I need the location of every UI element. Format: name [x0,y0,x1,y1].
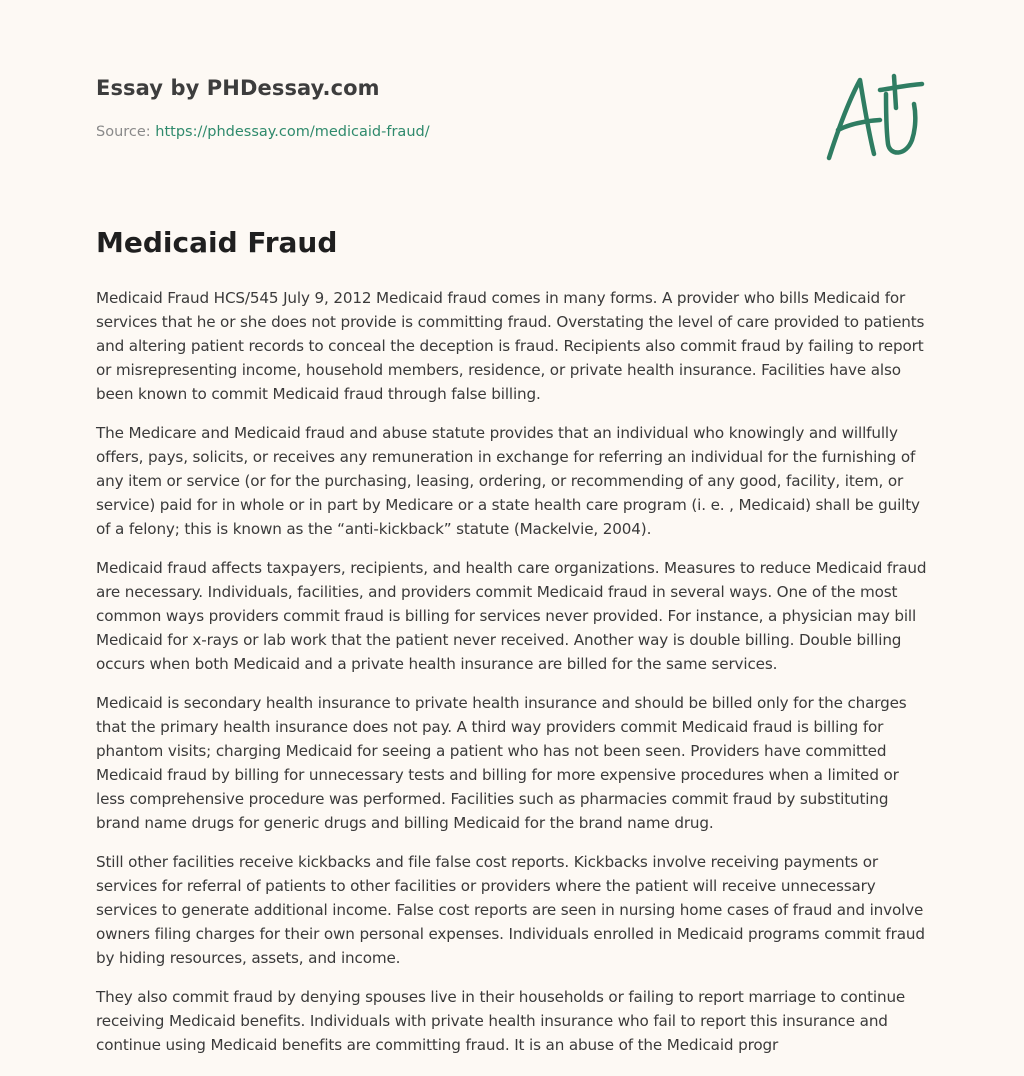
source-link[interactable]: https://phdessay.com/medicaid-fraud/ [155,124,430,140]
essay-paragraph: The Medicare and Medicaid fraud and abuse statute provides that an individual who knowingly and willfully offers, pays, solicits, or receives any remuneration in exchange for referring an individual for the furnishing of any item or service (or for the purchasing, leasing, ordering, or recommending of any good, facility, item, or service) paid for in whole or in part by Medicare or a state health care program (i. e. , Medicaid) shall be guilty of a felony; this is known as the “anti-kickback” statute (Mackelvie, 2004). [96,424,920,538]
site-brand: Essay by PHDessay.com [96,76,380,100]
a-plus-logo-icon [824,68,928,164]
source-label: Source: [96,124,156,140]
source-line [96,124,430,140]
essay-paragraph: Medicaid Fraud HCS/545 July 9, 2012 Medicaid fraud comes in many forms. A provider who bills Medicaid for services that he or she does not provide is committing fraud. Overstating the level of care provided to patients and altering patient records to conceal the deception is fraud. Recipients also commit fraud by failing to report or misrepresenting income, household members, residence, or private health insurance. Facilities have also been known to commit Medicaid fraud through false billing. [96,289,925,403]
essay-paragraph: Medicaid fraud affects taxpayers, recipients, and health care organizations. Measures to reduce Medicaid fraud are necessary. Individuals, facilities, and providers commit Medicaid fraud in several ways. One of the most common ways providers commit fraud is billing for services never provided. For instance, a physician may bill Medicaid for x-rays or lab work that the patient never received. Another way is double billing. Double billing occurs when both Medicaid and a private health insurance are billed for the same services. [96,559,927,673]
essay-paragraph: They also commit fraud by denying spouses live in their households or failing to report marriage to continue receiving Medicaid benefits. Individuals with private health insurance who fail to report this insurance and continue using Medicaid benefits are committing fraud. It is an abuse of the Medicaid progr [96,988,906,1054]
essay-paragraph: Medicaid is secondary health insurance to private health insurance and should be billed only for the charges that the primary health insurance does not pay. A third way providers commit Medicaid fraud is billing for phantom visits; charging Medicaid for seeing a patient who has not been seen. Providers have committed Medicaid fraud by billing for unnecessary tests and billing for more expensive procedures when a limited or less comprehensive procedure was performed. Facilities such as pharmacies commit fraud by substituting brand name drugs for generic drugs and billing Medicaid for the brand name drug. [96,694,907,832]
essay-paragraph: Still other facilities receive kickbacks and file false cost reports. Kickbacks involve receiving payments or services for referral of patients to other facilities or providers where the patient will receive unnecessary services to generate additional income. False cost reports are seen in nursing home cases of fraud and involve owners filing charges for their own personal expenses. Individuals enrolled in Medicaid programs commit fraud by hiding resources, assets, and income. [96,853,925,967]
essay-title: Medicaid Fraud [96,226,338,259]
essay-body [96,286,932,1072]
